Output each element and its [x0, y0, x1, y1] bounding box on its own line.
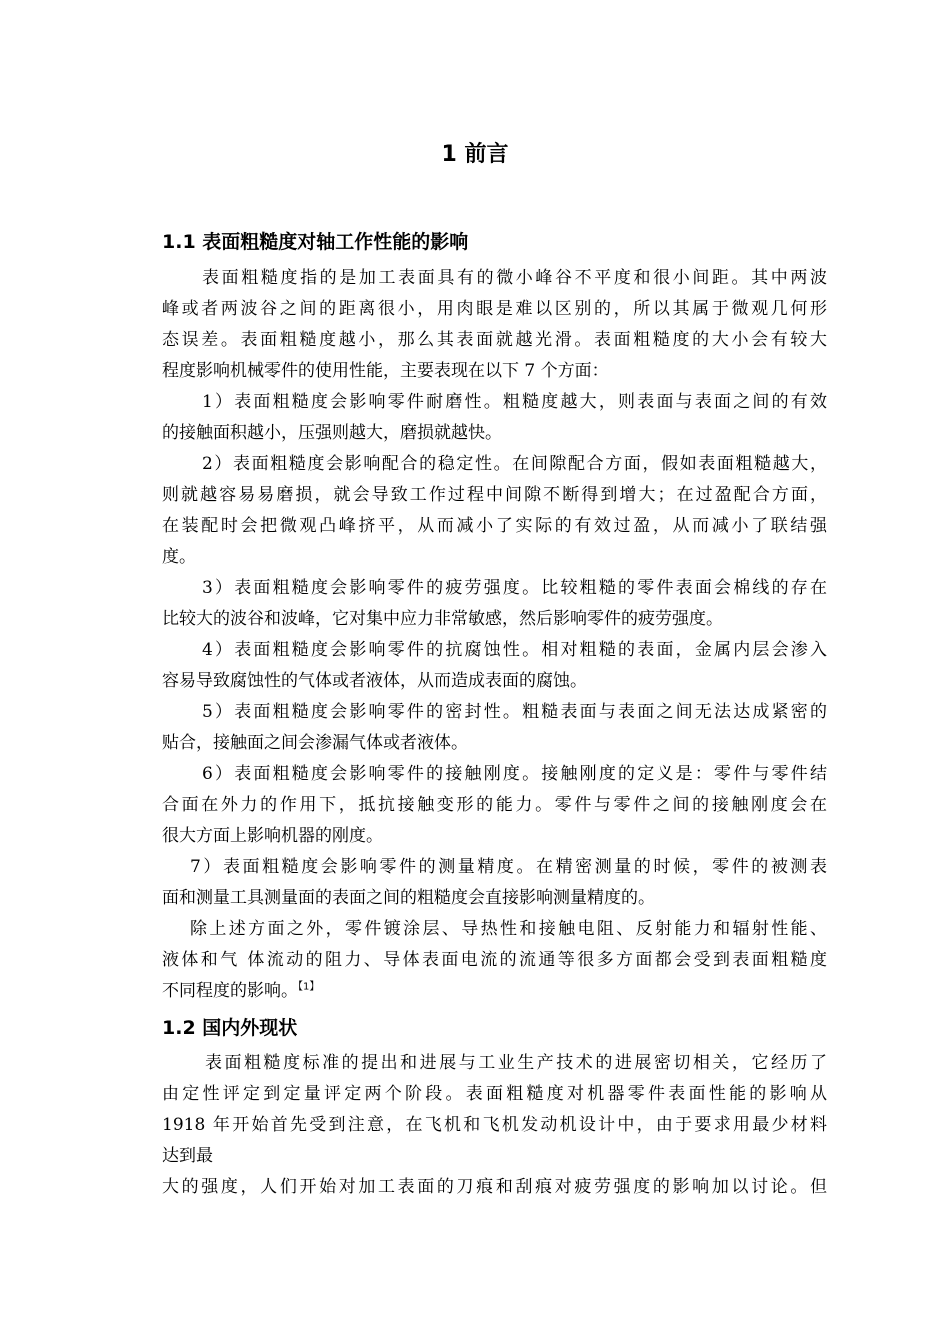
paragraph-line: 的接触面积越小，压强则越大，磨损就越快。	[162, 423, 502, 443]
paragraph-line: 大的强度，人们开始对加工表面的刀痕和刮痕对疲劳强度的影响加以讨论。但	[162, 1177, 827, 1197]
paragraph-text: 不同程度的影响。	[162, 981, 298, 1001]
paragraph-line: 1918 年开始首先受到注意，在飞机和飞机发动机设计中，由于要求用最少材料	[162, 1115, 827, 1135]
paragraph-line: 4）表面粗糙度会影响零件的抗腐蚀性。相对粗糙的表面，金属内层会渗入	[202, 640, 827, 660]
paragraph-line: 3）表面粗糙度会影响零件的疲劳强度。比较粗糙的零件表面会棉线的存在	[202, 578, 827, 598]
chapter-title: 1 前言	[441, 142, 509, 167]
citation-reference[interactable]: 【1】	[298, 981, 320, 993]
paragraph-line: 程度影响机械零件的使用性能，主要表现在以下 7 个方面：	[162, 361, 609, 381]
paragraph-line: 合面在外力的作用下，抵抗接触变形的能力。零件与零件之间的接触刚度会在	[162, 795, 827, 815]
paragraph-line-last	[162, 979, 827, 1003]
paragraph-line: 容易导致腐蚀性的气体或者液体，从而造成表面的腐蚀。	[162, 671, 587, 691]
paragraph-line: 5）表面粗糙度会影响零件的密封性。粗糙表面与表面之间无法达成紧密的	[202, 702, 827, 722]
paragraph-line: 则就越容易易磨损，就会导致工作过程中间隙不断得到增大；在过盈配合方面，	[162, 485, 827, 505]
paragraph-line: 度。	[162, 547, 196, 567]
paragraph-line: 1）表面粗糙度会影响零件耐磨性。粗糙度越大，则表面与表面之间的有效	[202, 392, 827, 412]
paragraph-line: 液体和气 体流动的阻力、导体表面电流的流通等很多方面都会受到表面粗糙度	[162, 950, 827, 970]
section-heading-1-2: 1.2 国内外现状	[162, 1017, 298, 1039]
paragraph-line: 2）表面粗糙度会影响配合的稳定性。在间隙配合方面，假如表面粗糙越大，	[202, 454, 827, 474]
paragraph-line: 表面粗糙度标准的提出和进展与工业生产技术的进展密切相关，它经历了	[205, 1053, 827, 1073]
paragraph-line: 贴合，接触面之间会渗漏气体或者液体。	[162, 733, 468, 753]
paragraph-line: 由定性评定到定量评定两个阶段。表面粗糙度对机器零件表面性能的影响从	[162, 1084, 827, 1104]
paragraph-line: 面和测量工具测量面的表面之间的粗糙度会直接影响测量精度的。	[162, 888, 655, 908]
paragraph-line: 达到最	[162, 1146, 213, 1166]
paragraph-line: 峰或者两波谷之间的距离很小，用肉眼是难以区别的，所以其属于微观几何形	[162, 299, 827, 319]
paragraph-line: 除上述方面之外，零件镀涂层、导热性和接触电阻、反射能力和辐射性能、	[190, 919, 827, 939]
paragraph-line: 在装配时会把微观凸峰挤平，从而减小了实际的有效过盈，从而减小了联结强	[162, 516, 827, 536]
section-heading-1-1: 1.1 表面粗糙度对轴工作性能的影响	[162, 231, 469, 253]
paragraph-line: 表面粗糙度指的是加工表面具有的微小峰谷不平度和很小间距。其中两波	[202, 268, 827, 288]
paragraph-line: 比较大的波谷和波峰，它对集中应力非常敏感，然后影响零件的疲劳强度。	[162, 609, 723, 629]
paragraph-line: 6）表面粗糙度会影响零件的接触刚度。接触刚度的定义是：零件与零件结	[202, 764, 827, 784]
paragraph-line: 态误差。表面粗糙度越小，那么其表面就越光滑。表面粗糙度的大小会有较大	[162, 330, 827, 350]
paragraph-line: 很大方面上影响机器的刚度。	[162, 826, 383, 846]
paragraph-line: 7）表面粗糙度会影响零件的测量精度。在精密测量的时候，零件的被测表	[190, 857, 827, 877]
